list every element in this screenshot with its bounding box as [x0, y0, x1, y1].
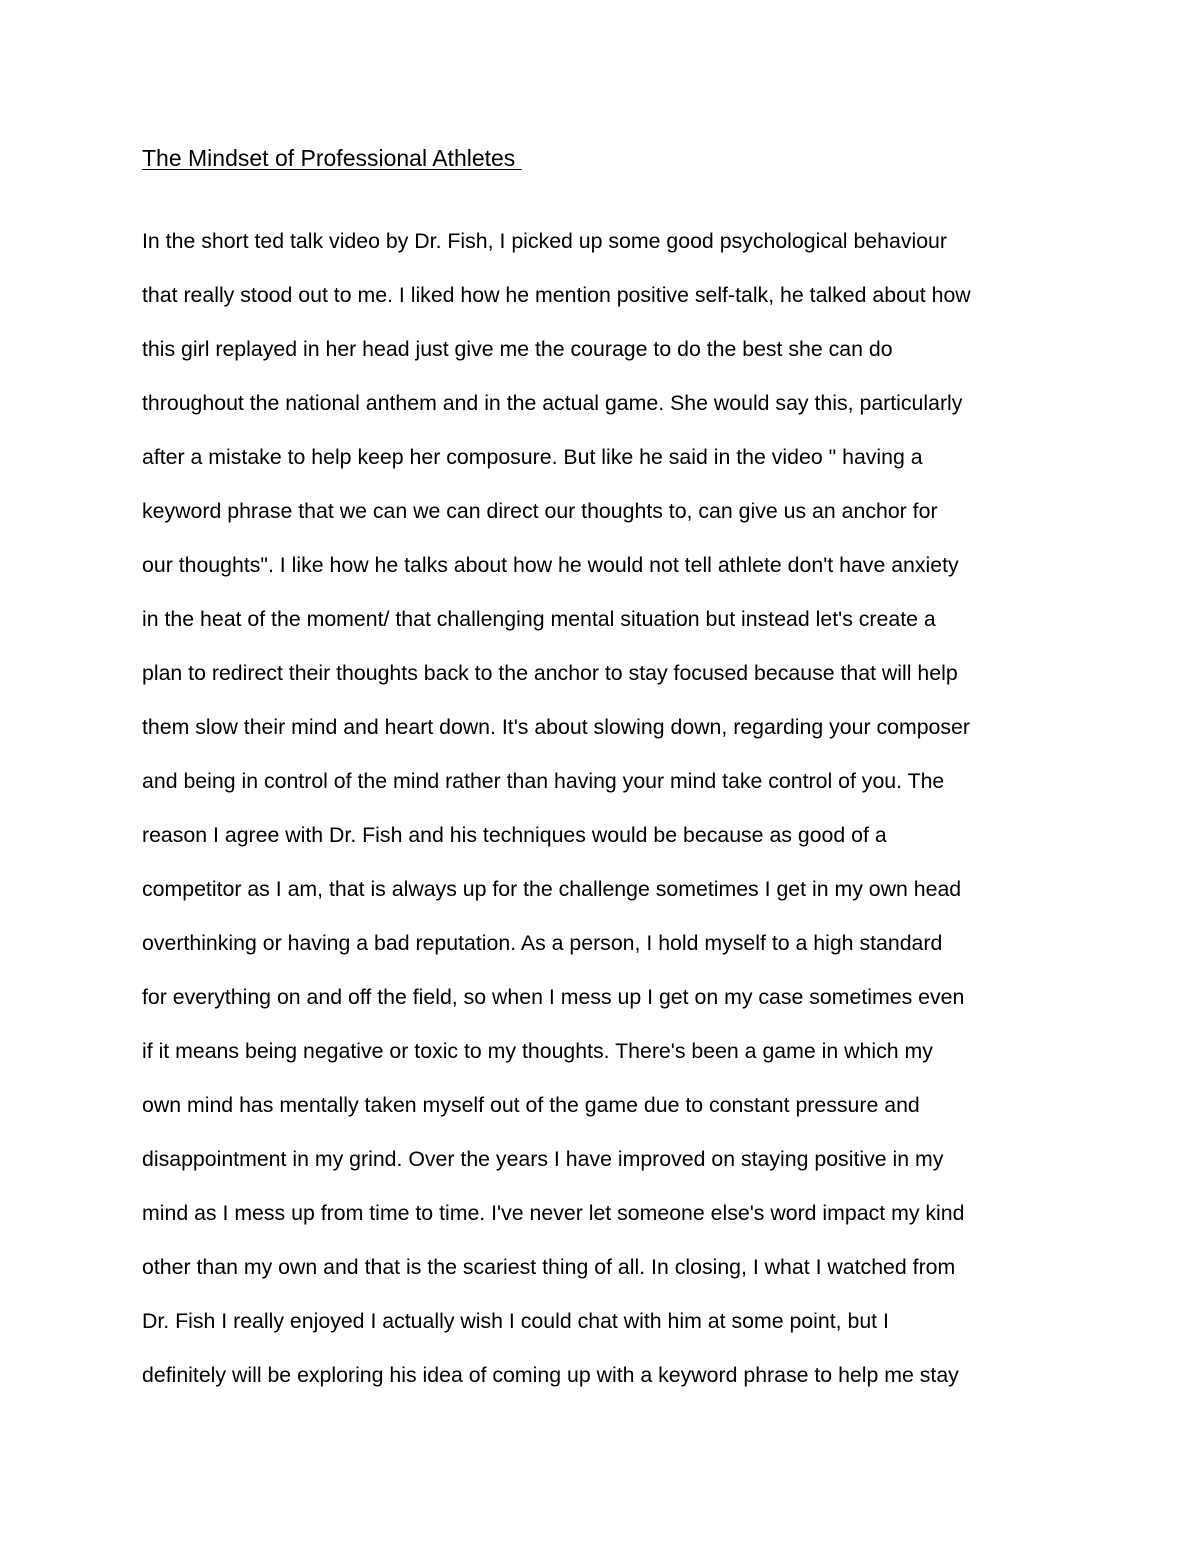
body-line: plan to redirect their thoughts back to the anchor to stay focused because that will help — [142, 661, 958, 685]
body-line: Dr. Fish I really enjoyed I actually wish I could chat with him at some point, but I — [142, 1309, 889, 1333]
body-line: this girl replayed in her head just give me the courage to do the best she can do — [142, 337, 893, 361]
body-line: definitely will be exploring his idea of coming up with a keyword phrase to help me stay — [142, 1363, 959, 1387]
body-line: in the heat of the moment/ that challenging mental situation but instead let's create a — [142, 607, 936, 631]
body-line: disappointment in my grind. Over the years I have improved on staying positive in my — [142, 1147, 944, 1171]
body-line: overthinking or having a bad reputation. As a person, I hold myself to a high standard — [142, 931, 943, 955]
body-line: them slow their mind and heart down. It's about slowing down, regarding your composer — [142, 715, 970, 739]
body-line: if it means being negative or toxic to my thoughts. There's been a game in which my — [142, 1039, 933, 1063]
body-line: throughout the national anthem and in the actual game. She would say this, particularly — [142, 391, 963, 415]
body-line: and being in control of the mind rather than having your mind take control of you. The — [142, 769, 945, 793]
body-line: mind as I mess up from time to time. I've never let someone else's word impact my kind — [142, 1201, 965, 1225]
body-line: our thoughts". I like how he talks about how he would not tell athlete don't have anxiety — [142, 553, 959, 577]
body-line: competitor as I am, that is always up for the challenge sometimes I get in my own head — [142, 877, 962, 901]
body-line: In the short ted talk video by Dr. Fish, I picked up some good psychological behaviour — [142, 229, 947, 253]
document-title: The Mindset of Professional Athletes — [142, 145, 522, 171]
document-body — [142, 226, 1082, 1414]
body-line: other than my own and that is the scariest thing of all. In closing, I what I watched from — [142, 1255, 956, 1279]
body-line: reason I agree with Dr. Fish and his techniques would be because as good of a — [142, 823, 887, 847]
body-line: after a mistake to help keep her composure. But like he said in the video " having a — [142, 445, 923, 469]
body-line: for everything on and off the field, so when I mess up I get on my case sometimes even — [142, 985, 965, 1009]
body-line: own mind has mentally taken myself out of the game due to constant pressure and — [142, 1093, 920, 1117]
body-line: that really stood out to me. I liked how he mention positive self-talk, he talked about how — [142, 283, 971, 307]
body-line: keyword phrase that we can we can direct our thoughts to, can give us an anchor for — [142, 499, 938, 523]
